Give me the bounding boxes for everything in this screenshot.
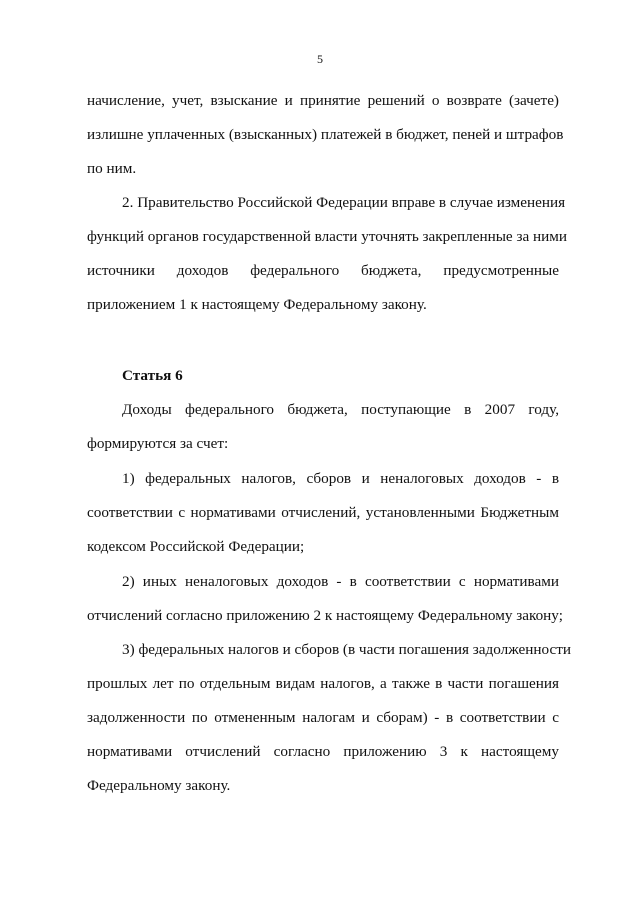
list-item-line: задолженности по отмененным налогам и сборам) - в соответствии с xyxy=(87,709,559,726)
list-item-line: соответствии с нормативами отчислений, установленными Бюджетным xyxy=(87,504,559,521)
list-item-line: прошлых лет по отдельным видам налогов, а также в части погашения xyxy=(87,675,559,692)
paragraph-line: Доходы федерального бюджета, поступающие в 2007 году, xyxy=(122,401,559,418)
list-item-line: отчислений согласно приложению 2 к настоящему Федеральному закону; xyxy=(87,607,563,624)
paragraph-line: приложением 1 к настоящему Федеральному закону. xyxy=(87,296,427,313)
list-item-line: Федеральному закону. xyxy=(87,777,231,794)
paragraph-line: функций органов государственной власти уточнять закрепленные за ними xyxy=(87,228,567,245)
paragraph-line: источники доходов федерального бюджета, предусмотренные xyxy=(87,262,559,279)
list-item-line: 1) федеральных налогов, сборов и неналоговых доходов - в xyxy=(122,470,559,487)
article-heading: Статья 6 xyxy=(122,367,183,384)
list-item-line: кодексом Российской Федерации; xyxy=(87,538,305,555)
page-number: 5 xyxy=(317,52,323,66)
list-item-line: 2) иных неналоговых доходов - в соответствии с нормативами xyxy=(122,573,559,590)
paragraph-line: начисление, учет, взыскание и принятие решений о возврате (зачете) xyxy=(87,92,559,109)
list-item-line: 3) федеральных налогов и сборов (в части погашения задолженности xyxy=(122,641,571,658)
paragraph-line: 2. Правительство Российской Федерации вправе в случае изменения xyxy=(122,194,566,211)
paragraph-line: излишне уплаченных (взысканных) платежей в бюджет, пеней и штрафов xyxy=(87,126,564,143)
list-item-line: нормативами отчислений согласно приложению 3 к настоящему xyxy=(87,743,559,760)
paragraph-line: формируются за счет: xyxy=(87,435,229,452)
paragraph-line: по ним. xyxy=(87,160,137,177)
